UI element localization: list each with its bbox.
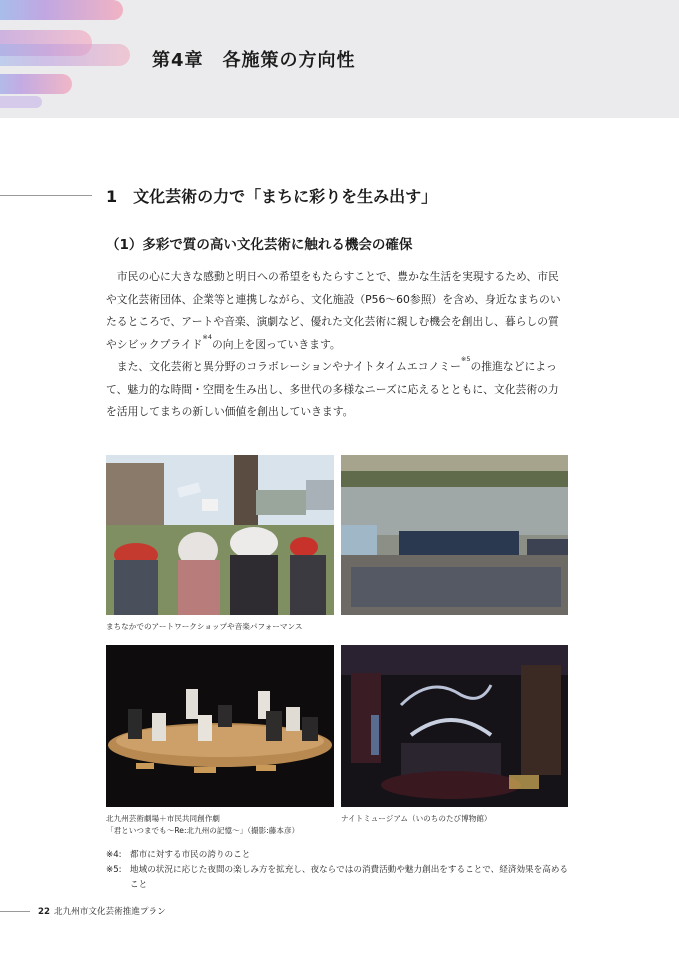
- caption-night-museum: ナイトミュージアム（いのちのたび博物館）: [341, 814, 492, 823]
- photo-night-museum: [341, 645, 568, 807]
- brush-stroke-decoration: [0, 0, 135, 118]
- caption-top-photos: まちなかでのアートワークショップや音楽パフォーマンス: [106, 622, 303, 631]
- chapter-title: 第4章 各施策の方向性: [152, 50, 356, 71]
- footer: [38, 905, 166, 917]
- paragraph-2-text-b: の推進などによって、魅力的な時間・空間を生み出し、多世代の多様なニーズに応えるとともに、文化芸術の力を活用してまちの新しい価値を創出していきます。: [106, 360, 559, 418]
- paragraph-2-text-a: また、文化芸術と異分野のコラボレーションやナイトタイムエコノミー: [116, 360, 461, 373]
- photo-theater-stage: [106, 645, 334, 807]
- footnote-ref-4: ※4: [202, 332, 213, 341]
- footer-rule: [0, 911, 30, 912]
- photo-outdoor-concert: [341, 455, 568, 615]
- sub-heading: （1）多彩で質の高い文化芸術に触れる機会の確保: [106, 237, 413, 253]
- paragraph-1-text-a: 市民の心に大きな感動と明日への希望をもたらすことで、豊かな生活を実現するため、市民や文化芸術団体、企業等と連携しながら、文化施設（P56～60参照）を含め、身近なまちのいたるところで、アートや音楽、演劇など、優れた文化芸術に親しむ機会を創出し、暮らしの質やシビックプライド: [106, 270, 561, 351]
- caption-theater-1: 北九州芸術劇場＋市民共同創作劇: [106, 814, 220, 823]
- document-title: 北九州市文化芸術推進プラン: [53, 907, 166, 917]
- footnotes: [106, 848, 576, 893]
- page-number: 22: [38, 907, 50, 917]
- section-heading: 1 文化芸術の力で「まちに彩りを生み出す」: [106, 187, 438, 206]
- section-rule: [0, 195, 92, 196]
- paragraph-1-text-b: の向上を図っていきます。: [212, 337, 341, 351]
- caption-theater-2: 「君といつまでも～Re:北九州の記憶～」（撮影:藤本彦）: [106, 826, 300, 835]
- paragraph-1: [106, 266, 568, 356]
- paragraph-2: [106, 356, 568, 424]
- body-text: [106, 266, 568, 424]
- footnote-ref-5: ※5: [460, 355, 471, 363]
- footnote-4-mark: ※4:: [106, 850, 122, 860]
- footnote-4: [106, 848, 576, 863]
- footnote-4-text: 都市に対する市民の誇りのこと: [130, 850, 251, 860]
- footnote-5-text: 地域の状況に応じた夜間の楽しみ方を拡充し、夜ならではの消費活動や魅力創出をすることで、経済効果を高めること: [130, 865, 569, 890]
- footnote-5: [106, 863, 576, 893]
- photo-art-workshop: [106, 455, 334, 615]
- footnote-5-mark: ※5:: [106, 865, 122, 875]
